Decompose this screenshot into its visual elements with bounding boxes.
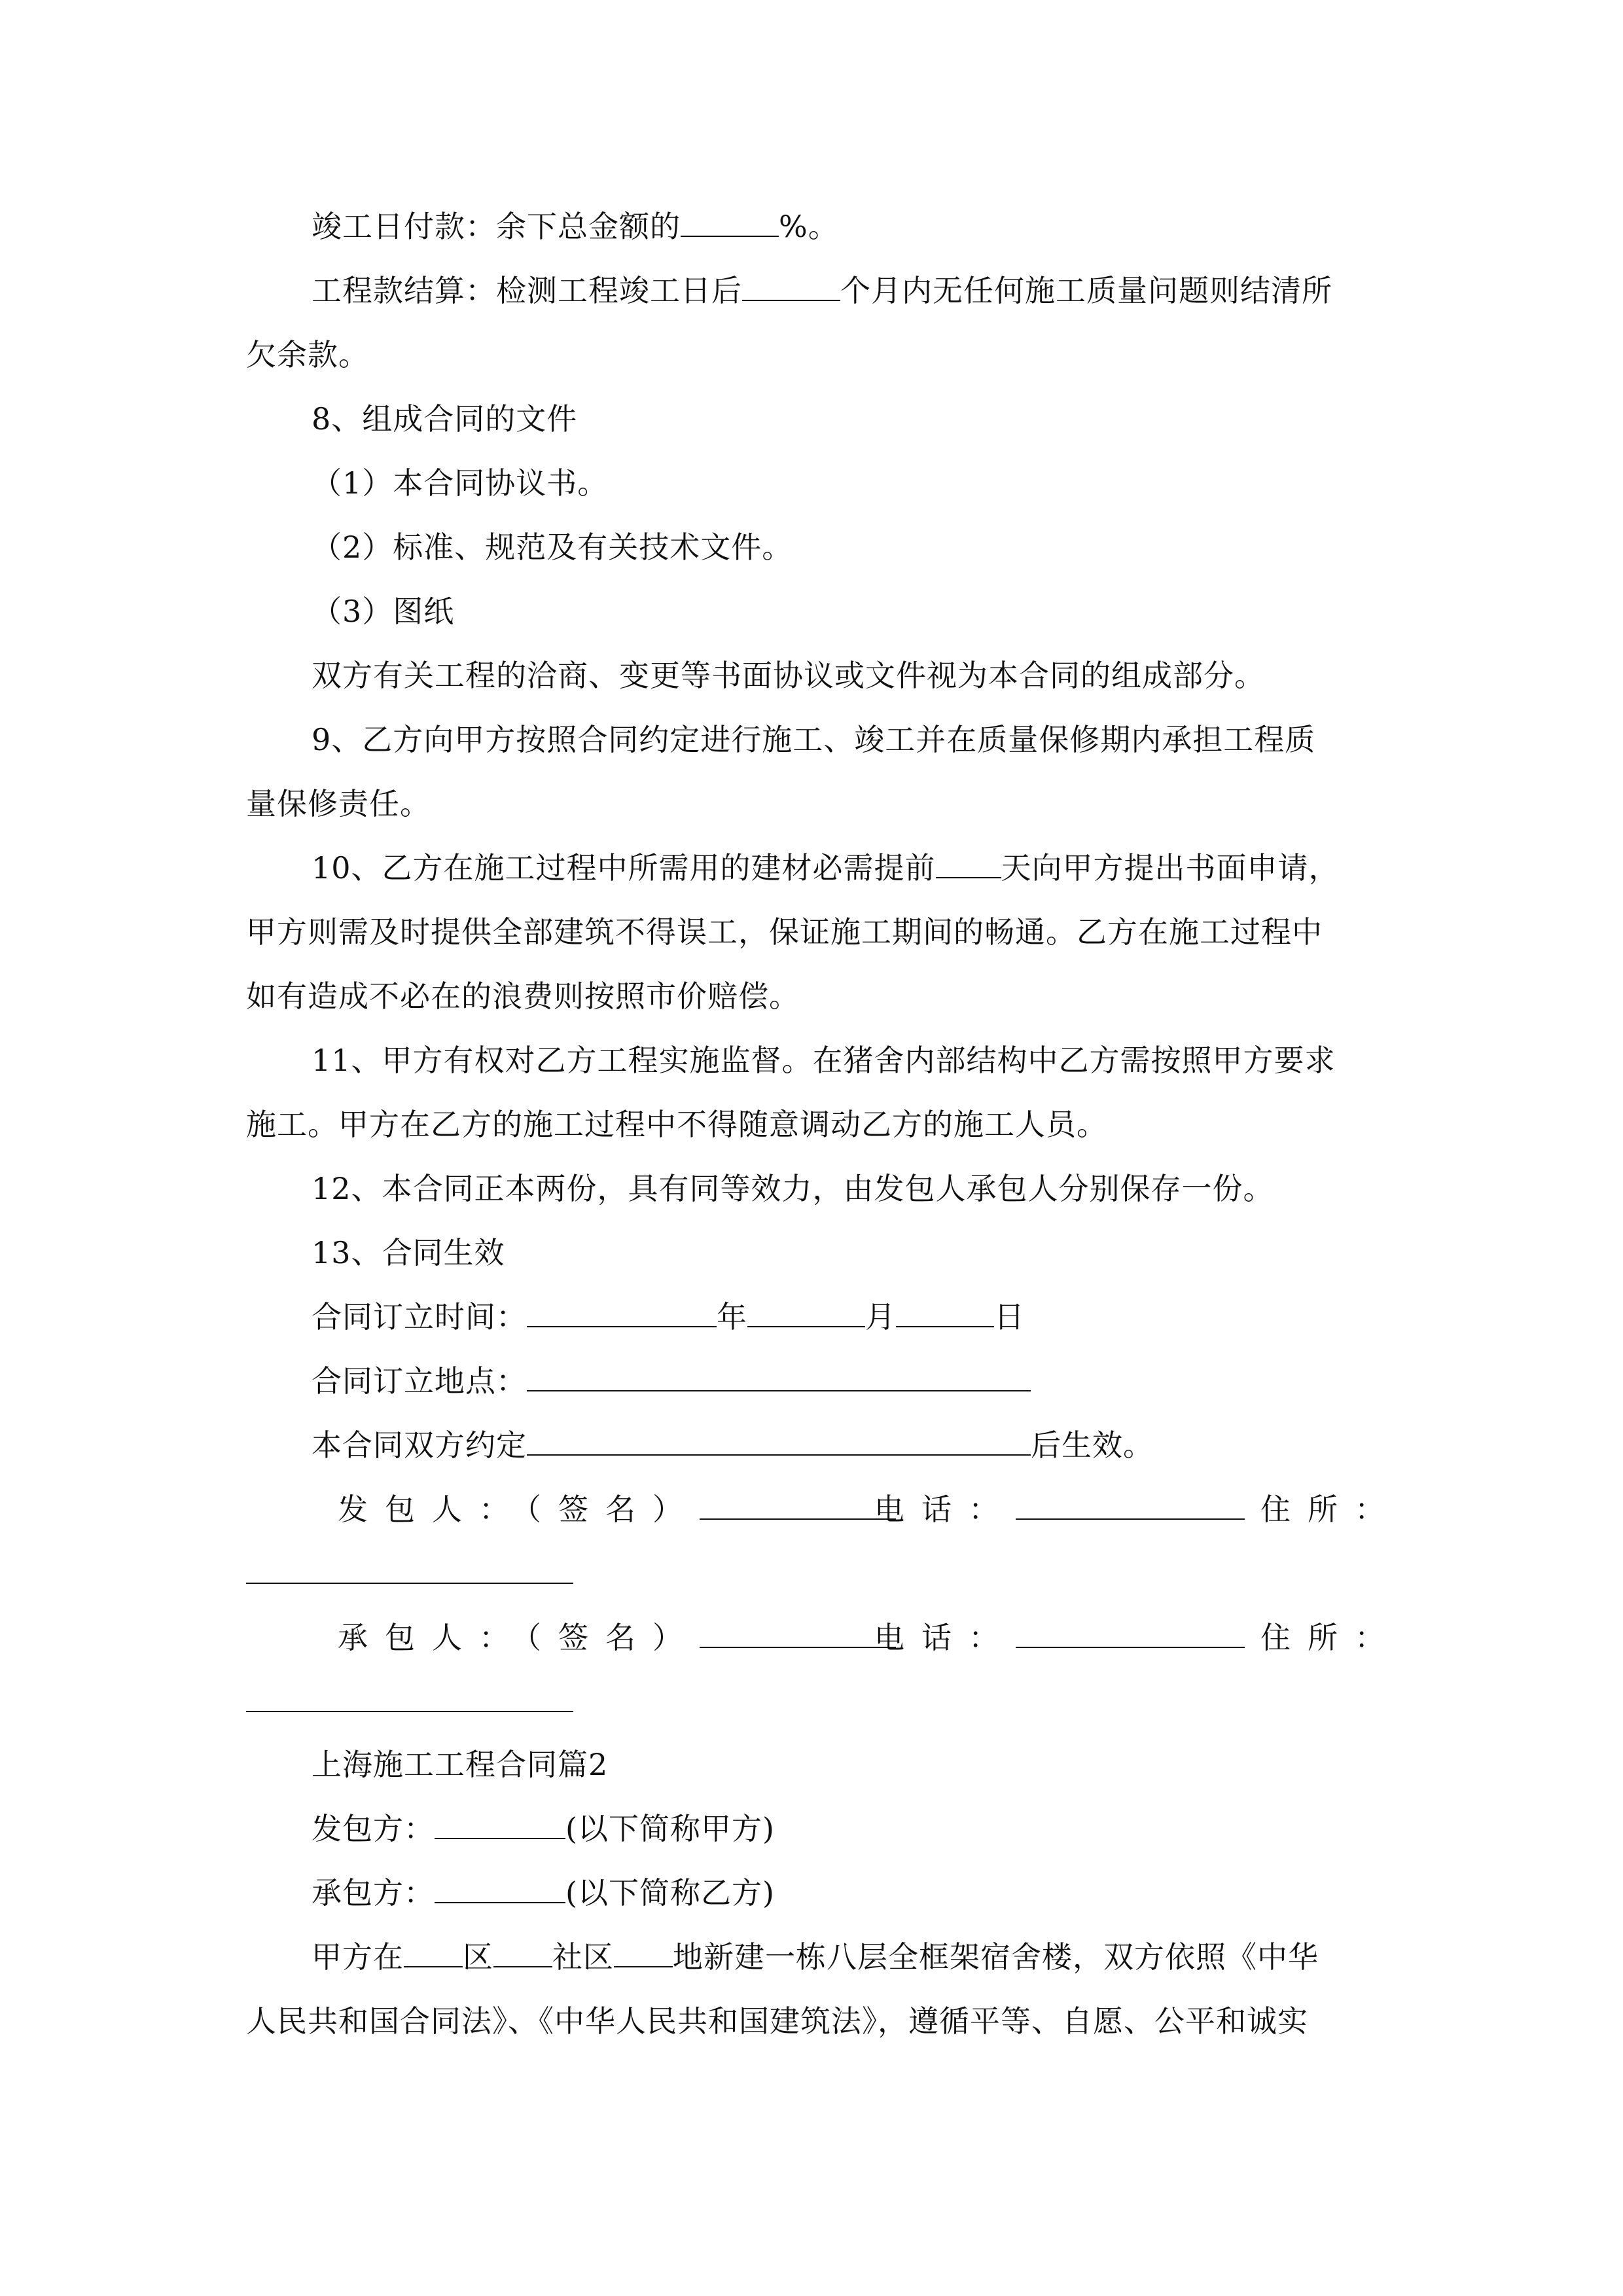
contractor-address-blank[interactable] xyxy=(246,1711,573,1712)
effective-label: 本合同双方约定 xyxy=(312,1427,527,1463)
doc-item-3: （3）图纸 xyxy=(312,594,455,629)
clause-10-text-b: 天向甲方提出书面申请， xyxy=(1001,850,1340,886)
contractor-address-label: 住所： xyxy=(1260,1620,1402,1655)
final-payment-tail: %。 xyxy=(779,209,839,244)
negotiation-clause: 双方有关工程的洽商、变更等书面协议或文件视为本合同的组成部分。 xyxy=(312,658,1265,693)
project-line-2: 人民共和国合同法》、《中华人民共和国建筑法》，遵循平等、自愿、公平和诚实 xyxy=(246,2003,1308,2039)
signing-date-label: 合同订立时间： xyxy=(312,1299,527,1335)
clause-9-line-2: 量保修责任。 xyxy=(246,786,431,821)
clause-12: 12、本合同正本两份，具有同等效力，由发包人承包人分别保存一份。 xyxy=(312,1171,1274,1206)
signing-place-label: 合同订立地点： xyxy=(312,1363,527,1399)
employer-phone-label: 电话： xyxy=(874,1492,1016,1527)
place-blank[interactable] xyxy=(527,1361,1031,1391)
settlement-text-b: 个月内无任何施工质量问题则结清所 xyxy=(840,273,1332,308)
days-blank[interactable] xyxy=(936,848,1001,878)
project-text-b: 区 xyxy=(463,1939,493,1975)
party-a-tail: (以下简称甲方) xyxy=(565,1811,775,1846)
section-13-heading: 13、合同生效 xyxy=(312,1235,505,1270)
year-blank[interactable] xyxy=(527,1297,717,1327)
contractor-phone-blank[interactable] xyxy=(1016,1618,1245,1648)
contractor-phone-label: 电话： xyxy=(874,1620,1016,1655)
party-a-blank[interactable] xyxy=(435,1809,565,1839)
community-blank[interactable] xyxy=(493,1937,552,1967)
employer-address-label: 住所： xyxy=(1260,1492,1402,1527)
day-blank[interactable] xyxy=(896,1297,994,1327)
settlement-line-1 xyxy=(312,271,1450,310)
employer-address-blank[interactable] xyxy=(246,1583,573,1584)
day-label: 日 xyxy=(994,1299,1025,1335)
doc-item-2: （2）标准、规范及有关技术文件。 xyxy=(312,529,793,565)
project-text-d: 地新建一栋八层全框架宿舍楼，双方依照《中华 xyxy=(673,1939,1319,1975)
party-b-label: 承包方： xyxy=(312,1875,435,1910)
settlement-line-2: 欠余款。 xyxy=(246,337,369,372)
clause-11-line-2: 施工。甲方在乙方的施工过程中不得随意调动乙方的施工人员。 xyxy=(246,1107,1107,1142)
clause-10-line-1 xyxy=(312,848,1450,888)
party-a-line xyxy=(312,1809,1450,1848)
employer-role-label: 发包人：（签名） xyxy=(338,1492,700,1527)
party-b-line xyxy=(312,1873,1450,1912)
site-blank[interactable] xyxy=(614,1937,673,1967)
contractor-sign-blank[interactable] xyxy=(700,1618,896,1648)
contract-2-title: 上海施工工程合同篇2 xyxy=(312,1747,609,1782)
signing-place-line xyxy=(312,1361,1450,1401)
employer-phone-blank[interactable] xyxy=(1016,1490,1245,1520)
effective-blank[interactable] xyxy=(527,1426,1031,1456)
clause-10-line-3: 如有造成不必在的浪费则按照市价赔偿。 xyxy=(246,978,800,1014)
months-blank[interactable] xyxy=(742,271,840,301)
effective-line xyxy=(312,1426,1450,1465)
clause-9-line-1: 9、乙方向甲方按照合同约定进行施工、竣工并在质量保修期内承担工程质 xyxy=(312,722,1316,757)
contractor-contact-line xyxy=(874,1618,1402,1657)
employer-sign-blank[interactable] xyxy=(700,1490,896,1520)
project-text-a: 甲方在 xyxy=(312,1939,404,1975)
year-label: 年 xyxy=(717,1299,747,1335)
settlement-text-a: 工程款结算：检测工程竣工日后 xyxy=(312,273,742,308)
section-8-heading: 8、组成合同的文件 xyxy=(312,401,578,437)
doc-item-1: （1）本合同协议书。 xyxy=(312,465,609,501)
signing-date-line xyxy=(312,1297,1450,1336)
party-a-label: 发包方： xyxy=(312,1811,435,1846)
party-b-tail: (以下简称乙方) xyxy=(565,1875,775,1910)
project-line-1 xyxy=(312,1937,1450,1977)
percent-blank[interactable] xyxy=(681,207,779,237)
month-blank[interactable] xyxy=(747,1297,865,1327)
employer-contact-line xyxy=(874,1490,1402,1529)
district-blank[interactable] xyxy=(404,1937,463,1967)
effective-tail: 后生效。 xyxy=(1031,1427,1154,1463)
clause-10-line-2: 甲方则需及时提供全部建筑不得误工，保证施工期间的畅通。乙方在施工过程中 xyxy=(246,914,1323,950)
project-text-c: 社区 xyxy=(552,1939,614,1975)
clause-10-text-a: 10、乙方在施工过程中所需用的建材必需提前 xyxy=(312,850,936,886)
clause-11-line-1: 11、甲方有权对乙方工程实施监督。在猪舍内部结构中乙方需按照甲方要求 xyxy=(312,1043,1336,1078)
contractor-role-label: 承包人：（签名） xyxy=(338,1620,700,1655)
final-payment-line xyxy=(312,207,1450,246)
party-b-blank[interactable] xyxy=(435,1873,565,1903)
month-label: 月 xyxy=(865,1299,896,1335)
final-payment-text: 竣工日付款：余下总金额的 xyxy=(312,209,681,244)
